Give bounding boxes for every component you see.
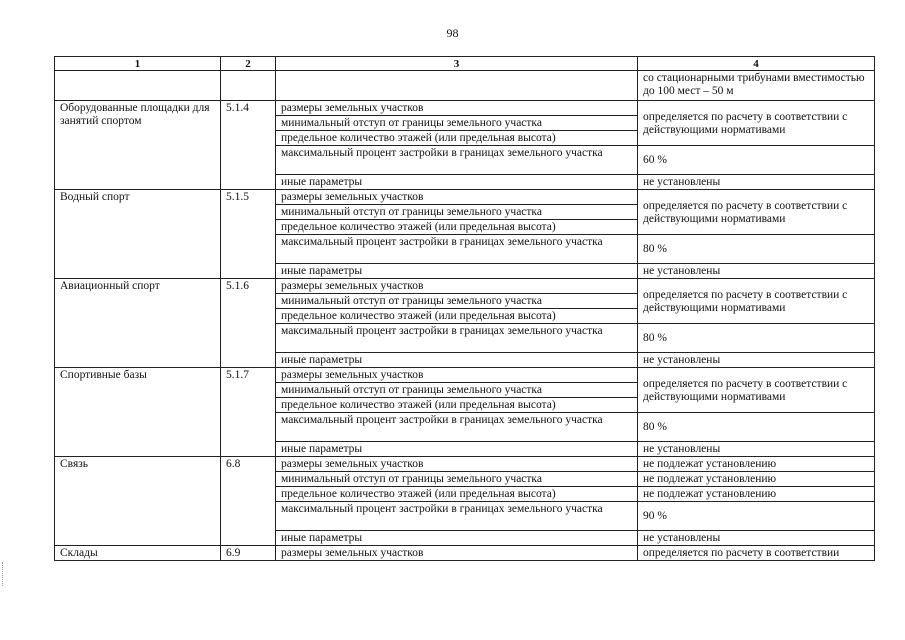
table-row xyxy=(55,546,875,561)
table-cell xyxy=(276,71,638,101)
table-row xyxy=(55,190,875,205)
use-type-code: 6.9 xyxy=(221,546,276,561)
parameter-name: размеры земельных участков xyxy=(276,546,638,561)
parameter-name: иные параметры xyxy=(276,353,638,368)
parameter-name: иные параметры xyxy=(276,531,638,546)
parameter-name: максимальный процент застройки в границах земельного участка xyxy=(276,146,638,175)
parameter-value: 60 % xyxy=(638,146,875,175)
parameter-name: минимальный отступ от границы земельного участка xyxy=(276,383,638,398)
parameter-name: размеры земельных участков xyxy=(276,279,638,294)
parameter-name: максимальный процент застройки в границах земельного участка xyxy=(276,502,638,531)
use-type-code: 6.8 xyxy=(221,457,276,546)
parameter-name: максимальный процент застройки в границах земельного участка xyxy=(276,235,638,264)
parameter-name: предельное количество этажей (или предельная высота) xyxy=(276,220,638,235)
use-type-name: Авиационный спорт xyxy=(55,279,221,368)
parameter-name: размеры земельных участков xyxy=(276,368,638,383)
use-type-code: 5.1.6 xyxy=(221,279,276,368)
parameter-value: не подлежат установлению xyxy=(638,457,875,472)
parameter-value: определяется по расчету в соответствии с действующими нормативами xyxy=(638,101,875,146)
parameter-value: не установлены xyxy=(638,531,875,546)
table-row xyxy=(55,368,875,383)
parameter-value: не подлежат установлению xyxy=(638,472,875,487)
table-row xyxy=(55,101,875,116)
parameter-name: максимальный процент застройки в границах земельного участка xyxy=(276,413,638,442)
use-type-name: Спортивные базы xyxy=(55,368,221,457)
parameter-value: не установлены xyxy=(638,442,875,457)
parameter-name: размеры земельных участков xyxy=(276,457,638,472)
parameter-value: не подлежат установлению xyxy=(638,487,875,502)
parameter-name: предельное количество этажей (или предельная высота) xyxy=(276,131,638,146)
parameter-name: иные параметры xyxy=(276,175,638,190)
parameter-name: минимальный отступ от границы земельного участка xyxy=(276,472,638,487)
table-row xyxy=(55,457,875,472)
use-type-name: Связь xyxy=(55,457,221,546)
parameter-name: минимальный отступ от границы земельного участка xyxy=(276,116,638,131)
use-type-code: 5.1.5 xyxy=(221,190,276,279)
parameter-value: определяется по расчету в соответствии с действующими нормативами xyxy=(638,190,875,235)
parameter-value: определяется по расчету в соответствии с действующими нормативами xyxy=(638,368,875,413)
parameter-name: предельное количество этажей (или предельная высота) xyxy=(276,487,638,502)
parameter-name: иные параметры xyxy=(276,442,638,457)
table-header-row xyxy=(55,57,875,71)
parameter-name: иные параметры xyxy=(276,264,638,279)
use-type-name: Оборудованные площадки для занятий спортом xyxy=(55,101,221,190)
parameter-value: не установлены xyxy=(638,175,875,190)
parameter-value: не установлены xyxy=(638,264,875,279)
parameter-name: предельное количество этажей (или предельная высота) xyxy=(276,398,638,413)
parameter-value: 80 % xyxy=(638,413,875,442)
parameter-name: максимальный процент застройки в границах земельного участка xyxy=(276,324,638,353)
parameter-name: предельное количество этажей (или предельная высота) xyxy=(276,309,638,324)
land-use-parameters-table xyxy=(54,56,875,561)
column-header-2: 2 xyxy=(221,57,276,71)
parameter-value: 80 % xyxy=(638,235,875,264)
scan-margin-mark xyxy=(2,562,9,586)
parameter-name: размеры земельных участков xyxy=(276,190,638,205)
column-header-3: 3 xyxy=(276,57,638,71)
use-type-code: 5.1.7 xyxy=(221,368,276,457)
table-cell xyxy=(55,71,221,101)
parameter-value: 90 % xyxy=(638,502,875,531)
use-type-code: 5.1.4 xyxy=(221,101,276,190)
column-header-4: 4 xyxy=(638,57,875,71)
parameter-value: определяется по расчету в соответствии с действующими нормативами xyxy=(638,279,875,324)
parameter-value: определяется по расчету в соответствии xyxy=(638,546,875,561)
table-cell xyxy=(221,71,276,101)
use-type-name: Склады xyxy=(55,546,221,561)
use-type-name: Водный спорт xyxy=(55,190,221,279)
parameter-name: минимальный отступ от границы земельного участка xyxy=(276,294,638,309)
table-row xyxy=(55,279,875,294)
parameter-name: размеры земельных участков xyxy=(276,101,638,116)
parameter-name: минимальный отступ от границы земельного участка xyxy=(276,205,638,220)
parameter-value: 80 % xyxy=(638,324,875,353)
parameter-value: не установлены xyxy=(638,353,875,368)
column-header-1: 1 xyxy=(55,57,221,71)
page-number: 98 xyxy=(446,26,459,40)
table-row xyxy=(55,71,875,101)
table-cell: со стационарными трибунами вместимостью до 100 мест – 50 м xyxy=(638,71,875,101)
